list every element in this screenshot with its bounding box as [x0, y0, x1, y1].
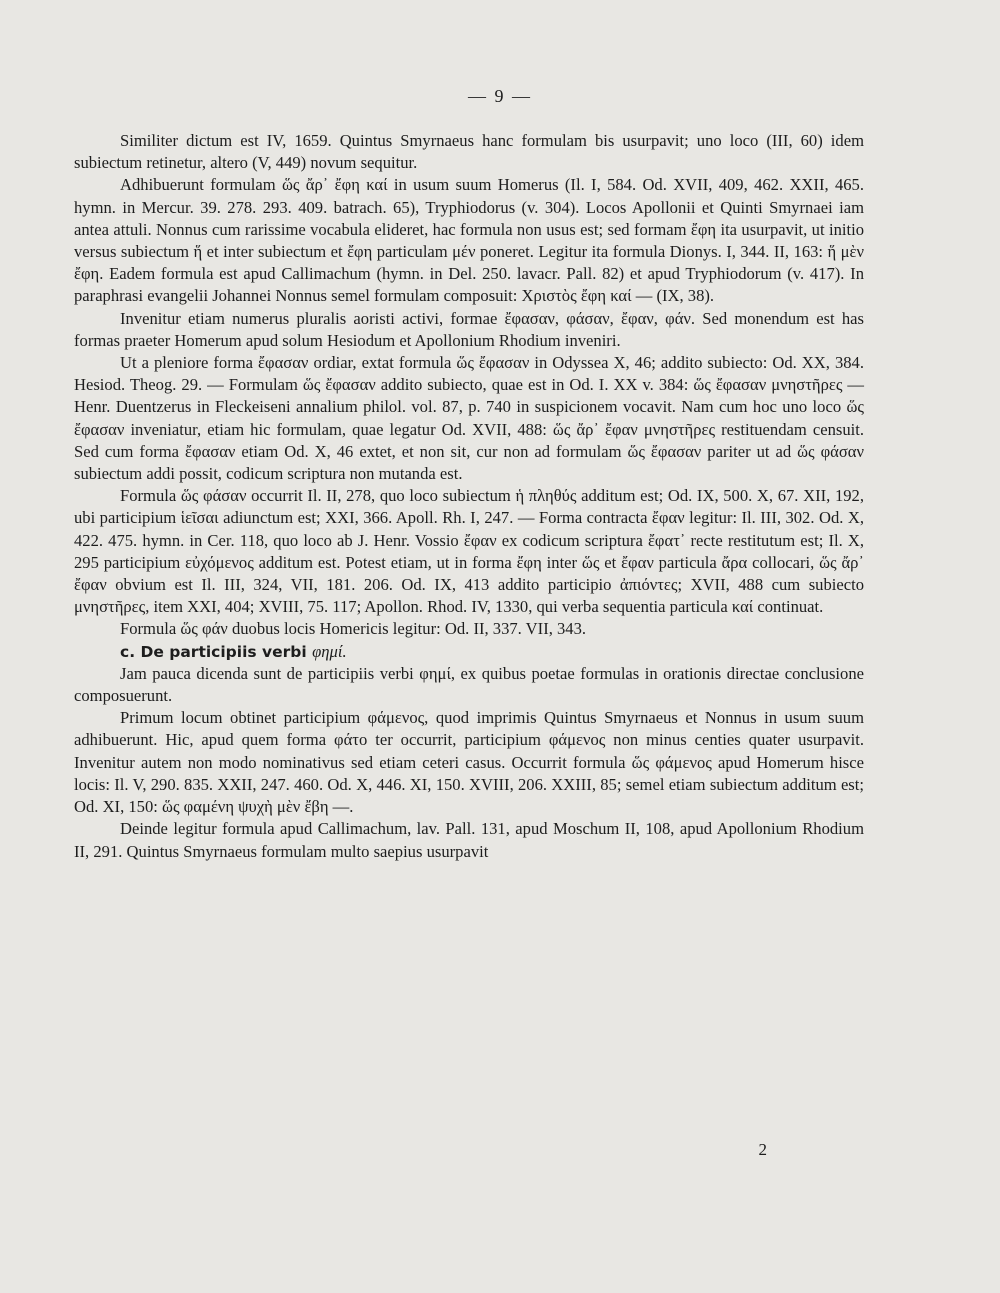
paragraph: Formula ὥς φάν duobus locis Homericis legitur: Od. II, 337. VII, 343. — [120, 619, 587, 639]
paragraph: Ut a pleniore forma ἔφασαν ordiar, extat formula ὥς ἔφασαν in Odyssea X, 46; addito subiecto: Od. XX, 384. Hesiod. Theog. 29. — Formulam ὥς ἔφασαν addito subiecto, quae est in Od. I. XX v. 384: ὥς ἔφασαν μνηστῆρες — Henr. Duentzerus in Fleckeiseni annalium philol. vol. 87, p. 740 in suspicionem vocavit. Nam cum hoc uno loco ὥς ἔφασαν inveniatur, etiam hic formulam, quae legatur Od. XVII, 488: ὥς ἄρ᾽ ἔφαν μνηστῆρες restituendam censuit. Sed cum forma ἔφασαν etiam Od. X, 46 extet, et non sit, cur non ad formulam ὥς ἔφασαν pariter ut ad ὥς φάσαν subiectum addi possit, codicum scriptura non mutanda est. — [74, 353, 864, 484]
paragraph: Formula ὥς φάσαν occurrit Il. II, 278, quo loco subiectum ἡ πληθύς additum est; Od. IX, 500. X, 67. XII, 192, ubi participium ἱεῖσαι adiunctum est; XXI, 366. Apoll. Rh. I, 247. — Forma contracta ἔφαν legitur: Il. III, 302. Od. X, 422. 475. hymn. in Cer. 118, quo loco ab J. Henr. Vossio ἔφαν ex codicum scriptura ἔφατ᾽ recte restitutum est; Il. X, 295 participium εὐχόμενος additum est. Potest etiam, ut in forma ἔφη inter ὥς et ἔφαν particula ἄρα collocari, ὥς ἄρ᾽ ἔφαν obvium est Il. III, 324, VII, 181. 206. Od. IX, 413 addito participio ἀπιόντες; XVII, 488 cum subiecto μνηστῆρες, item XXI, 404; XVIII, 75. 117; Apollon. Rhod. IV, 1330, qui verba sequentia particula καί continuat. — [74, 486, 864, 617]
paragraph: Deinde legitur formula apud Callimachum, lav. Pall. 131, apud Moschum II, 108, apud Apollonium Rhodium II, 291. Quintus Smyrnaeus formulam multo saepius usurpavit — [74, 819, 864, 861]
section-heading-label: c. De participiis verbi — [120, 642, 307, 661]
paragraph: Similiter dictum est IV, 1659. Quintus Smyrnaeus hanc formulam bis usurpavit; uno loco (III, 60) idem subiectum retinetur, altero (V, 449) novum sequitur. — [74, 131, 864, 173]
paragraph: Adhibuerunt formulam ὥς ἄρ᾽ ἔφη καί in usum suum Homerus (Il. I, 584. Od. XVII, 409, 462. XXII, 465. hymn. in Mercur. 39. 278. 293. 409. batrach. 65), Tryphiodorus (v. 304). Locos Apollonii et Quinti Smyrnaei iam antea attuli. Nonnus cum rarissime vocabula elideret, hac formula non usus est; sed formam ἔφη ita usurpavit, ut initio versus subiectum ἥ et inter subiectum et ἔφη particulam μέν poneret. Legitur ita formula Dionys. I, 344. II, 163: ἥ μὲν ἔφη. Eadem formula est apud Callimachum (hymn. in Del. 250. lavacr. Pall. 82) et apud Tryphiodorum (v. 417). In paraphrasi evangelii Johannei Nonnus semel formulam composuit: Χριστὸς ἔφη καί — (IX, 38). — [74, 175, 864, 306]
paragraph: Primum locum obtinet participium φάμενος, quod imprimis Quintus Smyrnaeus et Nonnus in usum suum adhibuerunt. Hic, apud quem forma φάτο ter occurrit, participium φάμενος non minus centies quater usurpavit. Invenitur autem non modo nominativus sed etiam ceteri casus. Occurrit formula ὥς φάμενος apud Homerum hisce locis: Il. V, 290. 835. XXII, 247. 460. Od. X, 446. XI, 150. XVIII, 206. XXIII, 85; semel etiam subiectum additum est; Od. XI, 150: ὥς φαμένη ψυχὴ μὲν ἔβη —. — [74, 708, 864, 817]
body-text — [74, 130, 864, 863]
signature-mark: 2 — [758, 1140, 767, 1159]
paragraph: Jam pauca dicenda sunt de participiis verbi φημί, ex quibus poetae formulas in orationis directae conclusione composuerunt. — [74, 663, 864, 706]
section-heading — [74, 641, 864, 663]
paragraph: Invenitur etiam numerus pluralis aoristi activi, formae ἔφασαν, φάσαν, ἔφαν, φάν. Sed monendum est has formas praeter Homerum apud solum Hesiodum et Apollonium Rhodium inveniri. — [74, 308, 864, 350]
section-heading-greek: φημί. — [312, 641, 347, 661]
page-number: — 9 — — [468, 86, 532, 106]
